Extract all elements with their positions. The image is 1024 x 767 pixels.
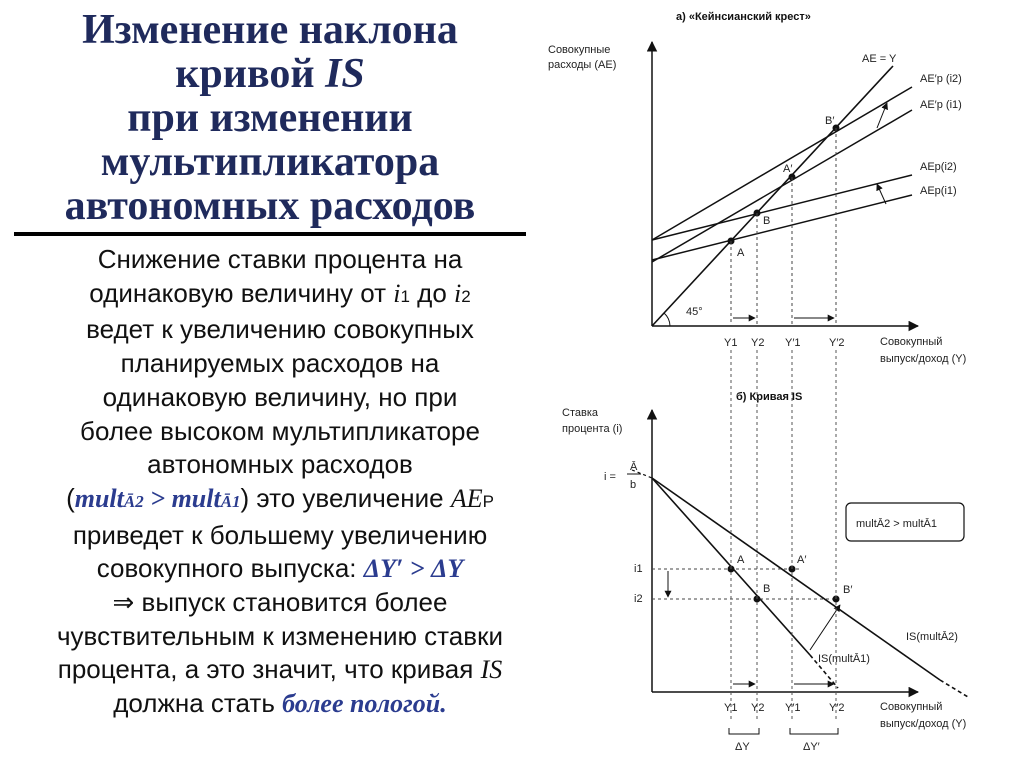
point-a-label: A: [737, 247, 745, 259]
aep-prime-i1-line: [652, 110, 912, 262]
mult-a1-sub: Ā1: [220, 491, 241, 511]
is-curve-diagram: [562, 350, 968, 753]
delta-y-brace: [729, 728, 759, 734]
is-symbol: IS: [480, 655, 503, 685]
intercept-numerator: Ā: [630, 461, 638, 473]
is-point-b-prime-label: B′: [843, 584, 853, 596]
angle-arc: [664, 313, 670, 326]
rate-i2: i: [454, 278, 462, 308]
aep-i2-label: AEp(i2): [920, 161, 957, 173]
mult-gt: >: [143, 483, 172, 513]
rate-i2-sub: 2: [461, 286, 471, 306]
mult-a2-sub: Ā2: [123, 491, 144, 511]
body-line-11: ⇒ выпуск становится более: [112, 587, 448, 618]
is-tick-y2: Y2: [751, 702, 765, 714]
diagram-a-ylabel-2: расходы (AE): [548, 59, 617, 71]
title-line-4: мультипликатора: [100, 139, 440, 185]
intercept-i-label: i =: [604, 471, 616, 483]
delta-y-prime-label: ΔY′: [803, 741, 820, 753]
conclusion-flatter: более пологой.: [282, 689, 447, 719]
body-line-4: планируемых расходов на: [120, 348, 440, 379]
delta-y-prime-brace: [790, 728, 838, 734]
delta-y-comparison: ΔY′ > ΔY: [363, 554, 464, 584]
rate-i1: i: [393, 278, 401, 308]
ae-symbol: AE: [450, 483, 483, 513]
intercept-denominator: b: [630, 479, 637, 491]
delta-y-label: ΔY: [735, 741, 750, 753]
diagram-a-ylabel-1: Совокупные: [548, 44, 611, 56]
diagram-b-heading: б) Кривая IS: [736, 391, 803, 403]
body-line-1: Снижение ставки процента на: [97, 244, 463, 274]
multiplier-box-text: multĀ2 > multĀ1: [856, 518, 938, 530]
diagram-a-xlabel-1: Совокупный: [880, 336, 943, 348]
tick-y1-prime: Y′1: [785, 337, 801, 349]
is-point-a-label: A: [737, 554, 745, 566]
diagram-a-heading: а) «Кейнсианский крест»: [676, 11, 811, 23]
title-line-2-text: кривой: [175, 51, 326, 97]
mult-a2: mult: [74, 483, 124, 513]
tick-i2: i2: [634, 593, 643, 605]
ae-equals-y-label: AE = Y: [862, 53, 897, 65]
title-line-5: автономных расходов: [64, 183, 476, 229]
body-line-2a: одинаковую величину от: [89, 277, 394, 308]
aep-i1-line: [652, 195, 912, 260]
ae-equals-y-line: [652, 66, 893, 326]
is-tick-y2-prime: Y′2: [829, 702, 845, 714]
body-line-5: одинаковую величину, но при: [102, 381, 458, 412]
diagram-b-ylabel-2: процента (i): [562, 423, 623, 435]
shift-arrow: [877, 184, 886, 204]
keynesian-cross-diagram: [548, 11, 966, 365]
mult-a1: mult: [171, 483, 221, 513]
aep-prime-i2-label: AE′p (i2): [920, 73, 962, 85]
is-mult-a2-label: IS(multĀ2): [906, 631, 958, 643]
aep-i1-label: AEp(i1): [920, 185, 957, 197]
diagram-b-ylabel-1: Ставка: [562, 407, 598, 419]
body-line-14a: должна стать: [113, 688, 283, 719]
is-tick-y1: Y1: [724, 702, 738, 714]
body-line-8b: ) это увеличение: [240, 482, 451, 513]
aep-prime-i2-line: [652, 87, 912, 240]
is-mult-a1-label: IS(multĀ1): [818, 653, 870, 665]
title-line-1: Изменение наклона: [82, 7, 458, 53]
is-tick-y1-prime: Y′1: [785, 702, 801, 714]
body-line-12: чувствительным к изменению ставки: [57, 620, 503, 651]
tick-i1: i1: [634, 563, 643, 575]
title-is: IS: [325, 51, 365, 97]
body-line-13a: процента, а это значит, что кривая: [57, 654, 481, 685]
diagram-b-xlabel-2: выпуск/доход (Y): [880, 718, 967, 730]
body-line-10a: совокупного выпуска:: [96, 553, 364, 584]
tick-y1: Y1: [724, 337, 738, 349]
aep-prime-i1-label: AE′p (i1): [920, 99, 962, 111]
diagram-a-xlabel-2: выпуск/доход (Y): [880, 353, 967, 365]
rate-i1-sub: 1: [400, 286, 410, 306]
is-point-a-prime-label: A′: [797, 554, 807, 566]
title-line-3: при изменении: [127, 95, 413, 141]
is-point-b-label: B: [763, 583, 771, 595]
diagram-b-xlabel-1: Совокупный: [880, 701, 943, 713]
body-line-8: (multĀ2 > multĀ1) это увеличение AEP: [66, 482, 494, 513]
point-b-label: B: [763, 215, 771, 227]
body-line-9: приведет к большему увеличению: [72, 519, 488, 550]
point-b-prime-label: B′: [825, 115, 835, 127]
angle-label: 45°: [686, 306, 703, 318]
is-mult-a2-dashed: [940, 680, 968, 697]
body-line-2b: до: [409, 277, 455, 308]
tick-y2: Y2: [751, 337, 765, 349]
body-line-6: более высоком мультипликаторе: [80, 415, 480, 446]
body-line-3: ведет к увеличению совокупных: [86, 314, 474, 345]
body-line-7: автономных расходов: [147, 449, 413, 480]
ae-sub: P: [482, 491, 494, 511]
point-a-prime-label: A′: [783, 163, 793, 175]
tick-y2-prime: Y′2: [829, 337, 845, 349]
